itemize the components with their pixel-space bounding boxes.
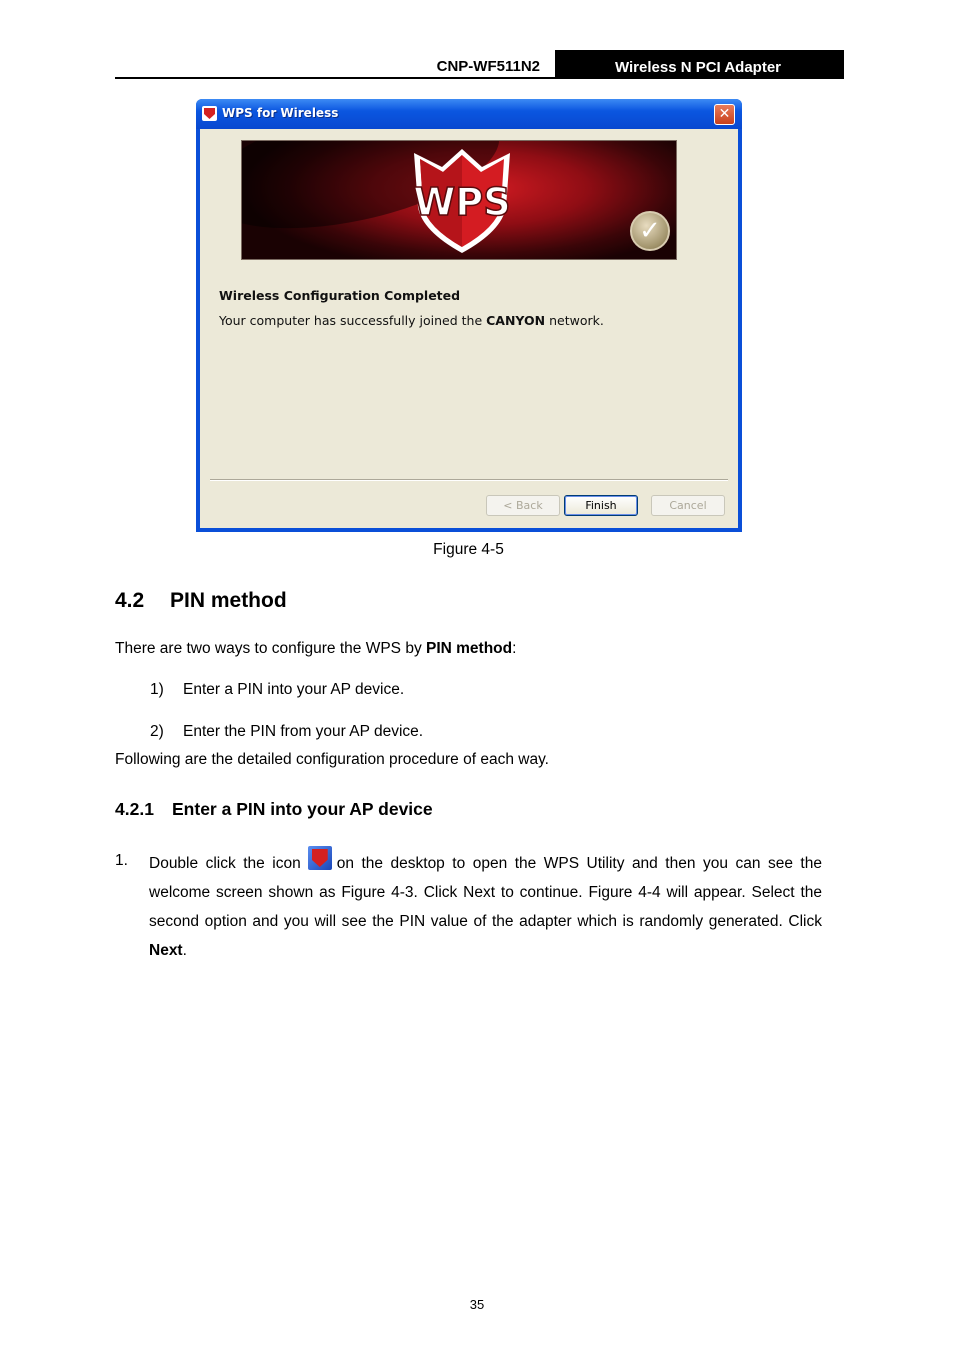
banner-logo-text: WPS	[413, 180, 511, 224]
subsection-title: Enter a PIN into your AP device	[172, 799, 433, 819]
status-body	[219, 313, 604, 328]
page-number: 35	[469, 1297, 485, 1312]
close-icon[interactable]: ✕	[714, 104, 735, 125]
list-item-number: 1)	[150, 681, 164, 698]
step-end: .	[182, 942, 187, 959]
header-product: Wireless N PCI Adapter	[555, 50, 841, 79]
section-title: PIN method	[170, 589, 287, 612]
back-button[interactable]: < Back	[486, 495, 560, 516]
status-body-prefix: Your computer has successfully joined the	[219, 313, 487, 328]
step-text	[149, 846, 822, 965]
list-item-number: 2)	[150, 723, 164, 740]
step-bold-next: Next	[149, 942, 183, 959]
list-item-text: Enter the PIN from your AP device.	[183, 723, 424, 740]
wps-desktop-icon	[308, 846, 332, 870]
header-model: CNP-WF511N2	[436, 58, 540, 75]
step-number: 1.	[115, 852, 128, 869]
wps-window-screenshot	[196, 99, 742, 532]
status-body-suffix: network.	[545, 313, 604, 328]
window-title: WPS for Wireless	[222, 106, 339, 120]
cancel-button[interactable]: Cancel	[651, 495, 725, 516]
list-item-text: Enter a PIN into your AP device.	[183, 681, 405, 698]
subsection-number: 4.2.1	[115, 799, 154, 819]
subsection-heading	[115, 799, 433, 820]
step-text-before-icon: Double click the icon	[149, 855, 301, 872]
wps-banner	[241, 140, 677, 260]
wps-app-icon	[202, 106, 217, 121]
window-titlebar	[196, 99, 742, 129]
header-tick	[841, 50, 844, 79]
dialog-client-area	[200, 129, 738, 528]
list-item	[150, 681, 404, 699]
step-text-after-icon: on the desktop to open the WPS Utility and then you can see the welcome screen shown as Figure 4-3. Click Next to continue. Figure 4-4 will appear. Select the second option and you will see the PIN value of the adapter which is randomly generated. Click	[149, 855, 822, 930]
section-number: 4.2	[115, 589, 145, 612]
section-heading	[115, 589, 287, 613]
intro-suffix: :	[512, 640, 517, 657]
check-icon: ✓	[630, 211, 670, 251]
finish-button[interactable]: Finish	[564, 495, 638, 516]
status-title: Wireless Configuration Completed	[219, 288, 461, 303]
figure-caption: Figure 4-5	[433, 541, 504, 558]
header-rule	[115, 77, 555, 79]
intro-paragraph	[115, 640, 516, 658]
following-paragraph: Following are the detailed configuration procedure of each way.	[115, 751, 549, 768]
intro-prefix: There are two ways to configure the WPS by	[115, 640, 426, 657]
wps-shield-icon	[406, 145, 518, 257]
network-name: CANYON	[486, 313, 546, 328]
button-separator	[210, 479, 728, 481]
list-item	[150, 723, 423, 741]
intro-bold: PIN method	[426, 640, 513, 657]
